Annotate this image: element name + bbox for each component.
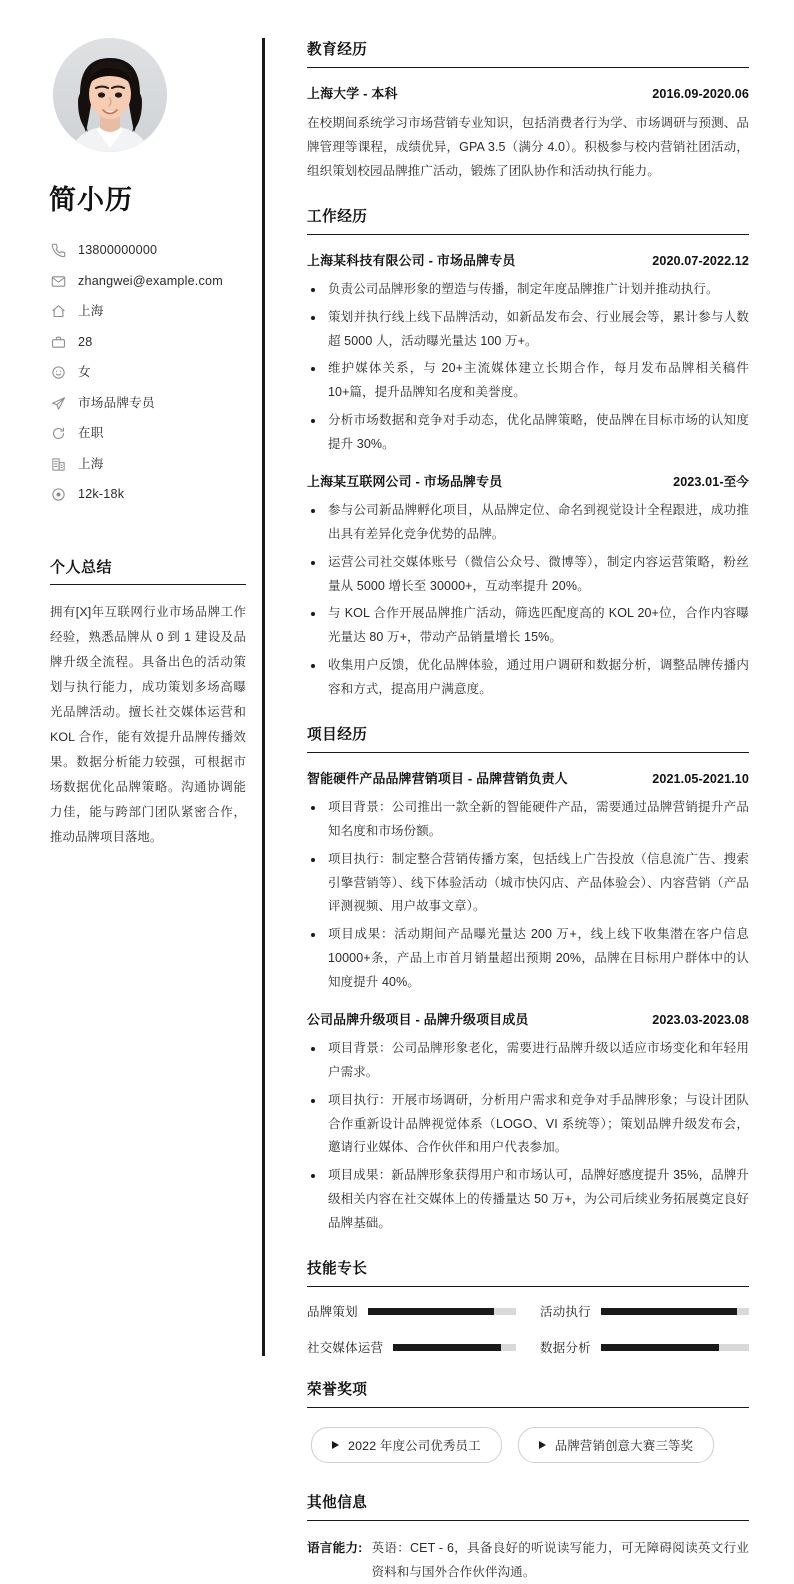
education-entry xyxy=(307,83,749,183)
project-entry-head xyxy=(307,768,749,787)
gender-icon xyxy=(50,364,67,381)
contact-email xyxy=(50,268,236,295)
list-item: 策划并执行线上线下品牌活动，如新品发布会、行业展会等，累计参与人数超 5000 人，活动曝光量达 100 万+。 xyxy=(307,306,749,354)
list-item: 维护媒体关系，与 20+主流媒体建立长期合作，每月发布品牌相关稿件 10+篇，提升品牌知名度和美誉度。 xyxy=(307,357,749,405)
contact-status-value: 在职 xyxy=(78,426,104,441)
list-item: 负责公司品牌形象的塑造与传播，制定年度品牌推广计划并推动执行。 xyxy=(307,278,749,302)
work-title: 工作经历 xyxy=(307,205,749,235)
projects-title: 项目经历 xyxy=(307,723,749,753)
education-school: 上海大学 - 本科 xyxy=(307,86,398,101)
contact-phone-value: 13800000000 xyxy=(78,243,158,258)
profile-photo-illustration xyxy=(53,38,167,152)
honor-label: 2022 年度公司优秀员工 xyxy=(348,1439,481,1454)
building-icon xyxy=(50,456,67,473)
skill-progress-track xyxy=(601,1308,749,1315)
envelope-icon xyxy=(50,273,67,290)
education-title: 教育经历 xyxy=(307,38,749,68)
home-icon xyxy=(50,303,67,320)
skill-label: 社交媒体运营 xyxy=(307,1341,384,1356)
honors-title: 荣誉奖项 xyxy=(307,1378,749,1408)
contact-gender-value: 女 xyxy=(78,365,91,380)
contact-workplace-value: 上海 xyxy=(78,456,104,471)
contact-email-value: zhangwei@example.com xyxy=(78,273,223,288)
page-title: 简小历 xyxy=(49,185,133,215)
skill-item xyxy=(307,1302,516,1320)
project-entry xyxy=(307,1009,749,1235)
contact-age-value: 28 xyxy=(78,334,93,349)
honors-list xyxy=(307,1423,749,1469)
honor-badge xyxy=(518,1427,715,1463)
contact-position xyxy=(50,390,236,417)
skill-label: 数据分析 xyxy=(540,1341,591,1356)
list-item: 项目背景：公司品牌形象老化，需要进行品牌升级以适应市场变化和年轻用户需求。 xyxy=(307,1037,749,1085)
skill-progress-track xyxy=(368,1308,516,1315)
other-value: 英语：CET - 6，具备良好的听说读写能力，可无障碍阅读英文行业资料和与国外合作伙伴沟通。 xyxy=(371,1541,749,1580)
contact-workplace xyxy=(50,451,236,478)
education-description: 在校期间系统学习市场营销专业知识，包括消费者行为学、市场调研与预测、品牌管理等课程，成绩优异，GPA 3.5（满分 4.0）。积极参与校内营销社团活动，组织策划校园品牌推广活动，锻炼了团队协作和活动执行能力。 xyxy=(307,116,749,178)
sidebar xyxy=(0,0,264,1382)
education-date: 2016.09-2020.06 xyxy=(652,87,749,101)
work-date: 2023.01-至今 xyxy=(673,475,749,490)
skills-title: 技能专长 xyxy=(307,1257,749,1287)
project-date: 2021.05-2021.10 xyxy=(652,772,749,787)
skill-progress-fill xyxy=(601,1308,737,1315)
other-title: 其他信息 xyxy=(307,1491,749,1521)
skill-progress-fill xyxy=(368,1308,494,1315)
paper-plane-icon xyxy=(50,395,67,412)
project-date: 2023.03-2023.08 xyxy=(652,1013,749,1028)
project-name: 公司品牌升级项目 - 品牌升级项目成员 xyxy=(307,1012,529,1028)
summary-title: 个人总结 xyxy=(50,556,246,585)
avatar xyxy=(53,38,167,152)
skill-item xyxy=(540,1302,749,1320)
other-label: 语言能力: xyxy=(307,1541,363,1556)
list-item: 分析市场数据和竞争对手动态，优化品牌策略，使品牌在目标市场的认知度提升 30%。 xyxy=(307,409,749,457)
work-entry xyxy=(307,471,749,701)
project-name: 智能硬件产品品牌营销项目 - 品牌营销负责人 xyxy=(307,771,568,787)
skill-label: 品牌策划 xyxy=(307,1305,358,1320)
list-item: 参与公司新品牌孵化项目，从品牌定位、命名到视觉设计全程跟进，成功推出具有差异化竞争优势的品牌。 xyxy=(307,499,749,547)
honor-badge xyxy=(311,1427,502,1463)
work-company: 上海某科技有限公司 - 市场品牌专员 xyxy=(307,253,516,268)
work-date: 2020.07-2022.12 xyxy=(652,254,749,268)
list-item: 项目成果：活动期间产品曝光量达 200 万+，线上线下收集潜在客户信息 10000+条，产品上市首月销量超出预期 20%，品牌在目标用户群体中的认知度提升 40%。 xyxy=(307,923,749,994)
skill-item xyxy=(540,1338,749,1356)
list-item: 项目背景：公司推出一款全新的智能硬件产品，需要通过品牌营销提升产品知名度和市场份额。 xyxy=(307,796,749,844)
skill-progress-track xyxy=(601,1344,749,1351)
column-divider xyxy=(262,38,265,1356)
contact-salary-value: 12k-18k xyxy=(78,487,125,502)
work-entry-head xyxy=(307,471,749,490)
summary-section xyxy=(50,556,246,850)
project-entry-head xyxy=(307,1009,749,1028)
main-content xyxy=(264,0,794,1580)
skills-grid xyxy=(307,1302,749,1356)
phone-icon xyxy=(50,242,67,259)
refresh-icon xyxy=(50,425,67,442)
list-item: 项目执行：开展市场调研，分析用户需求和竞争对手品牌形象；与设计团队合作重新设计品牌视觉体系（LOGO、VI 系统等）；策划品牌升级发布会，邀请行业媒体、合作伙伴和用户代表参加。 xyxy=(307,1089,749,1160)
triangle-icon xyxy=(332,1441,339,1449)
skills-section xyxy=(307,1257,749,1356)
briefcase-icon xyxy=(50,334,67,351)
work-section xyxy=(307,205,749,701)
work-bullets xyxy=(307,278,749,456)
education-entry-head xyxy=(307,83,749,102)
list-item: 项目执行：制定整合营销传播方案，包括线上广告投放（信息流广告、搜索引擎营销等）、线下体验活动（城市快闪店、产品体验会）、内容营销（产品评测视频、用户故事文章）。 xyxy=(307,848,749,919)
honor-label: 品牌营销创意大赛三等奖 xyxy=(554,1439,694,1454)
project-bullets xyxy=(307,796,749,994)
work-entry xyxy=(307,250,749,456)
work-entry-head xyxy=(307,250,749,269)
contact-phone xyxy=(50,237,236,264)
skill-progress-track xyxy=(393,1344,516,1351)
list-item: 项目成果：新品牌形象获得用户和市场认可，品牌好感度提升 35%，品牌升级相关内容在社交媒体上的传播量达 50 万+，为公司后续业务拓展奠定良好品牌基础。 xyxy=(307,1164,749,1235)
education-section xyxy=(307,38,749,183)
contact-age xyxy=(50,329,236,356)
list-item: 与 KOL 合作开展品牌推广活动，筛选匹配度高的 KOL 20+位，合作内容曝光量达 80 万+，带动产品销量增长 15%。 xyxy=(307,602,749,650)
other-section xyxy=(307,1491,749,1584)
contact-location-value: 上海 xyxy=(78,304,104,319)
contact-salary xyxy=(50,481,236,508)
contact-location xyxy=(50,298,236,325)
contact-gender xyxy=(50,359,236,386)
work-company: 上海某互联网公司 - 市场品牌专员 xyxy=(307,474,503,490)
contact-list xyxy=(50,237,236,508)
project-bullets xyxy=(307,1037,749,1235)
projects-section xyxy=(307,723,749,1235)
skill-progress-fill xyxy=(393,1344,501,1351)
other-row xyxy=(307,1536,749,1584)
contact-status xyxy=(50,420,236,447)
work-bullets xyxy=(307,499,749,701)
skill-item xyxy=(307,1338,516,1356)
target-icon xyxy=(50,486,67,503)
project-entry xyxy=(307,768,749,994)
skill-label: 活动执行 xyxy=(540,1305,591,1320)
skill-progress-fill xyxy=(601,1344,720,1351)
triangle-icon xyxy=(539,1441,546,1449)
summary-text: 拥有[X]年互联网行业市场品牌工作经验，熟悉品牌从 0 到 1 建设及品牌升级全流程。具备出色的活动策划与执行能力，成功策划多场高曝光品牌活动。擅长社交媒体运营和 KOL 合作，能有效提升品牌传播效果。数据分析能力较强，可根据市场数据优化品牌策略。沟通协调能力佳，能与跨部门团队紧密合作，推动品牌项目落地。 xyxy=(50,605,246,845)
honors-section xyxy=(307,1378,749,1469)
contact-position-value: 市场品牌专员 xyxy=(78,395,155,410)
list-item: 运营公司社交媒体账号（微信公众号、微博等），制定内容运营策略，粉丝量从 5000 增长至 30000+，互动率提升 20%。 xyxy=(307,551,749,599)
list-item: 收集用户反馈，优化品牌体验，通过用户调研和数据分析，调整品牌传播内容和方式，提高用户满意度。 xyxy=(307,654,749,702)
